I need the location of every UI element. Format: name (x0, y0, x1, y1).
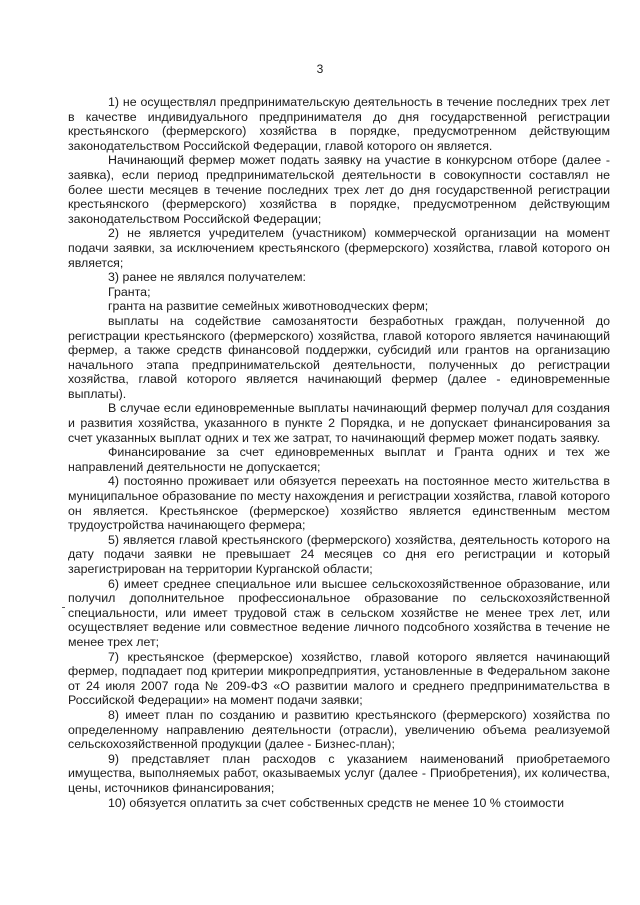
paragraph-item-4: 4) постоянно проживает или обязуется переехать на постоянное место жительства в муниципальное образование по месту нахождения и регистрации хозяйства, главой которого он является. Крестьянское (фермерское) хозяйство является единственным местом трудоустройства начинающего фермера; (68, 474, 610, 533)
paragraph-lump-sum-case: В случае если единовременные выплаты начинающий фермер получал для создания и развития хозяйства, указанного в пункте 2 Порядка, и не допускает финансирования за счет указанных выплат одних и тех же затрат, то начинающий фермер может подать заявку. (68, 401, 610, 445)
paragraph-item-7: 7) крестьянское (фермерское) хозяйство, главой которого является начинающий фермер, подпадает под критерии микропредприятия, установленные в Федеральном законе от 24 июля 2007 года № 209-ФЗ «О развитии малого и среднего предпринимательства в Российской Федерации» на момент подачи заявки; (68, 649, 610, 708)
paragraph-grant: Гранта; (108, 284, 151, 299)
paragraph-item-6: 6) имеет среднее специальное или высшее сельскохозяйственное образование, или получил дополнительное профессиональное образование по сельскохозяйственной специальности, или имеет трудовой стаж в сельском хозяйстве не менее трех лет, или осуществляет ведение или совместное ведение личного подсобного хозяйства в течение не менее трех лет; (68, 576, 610, 649)
paragraph-item-5: 5) является главой крестьянского (фермерского) хозяйства, деятельность которого на дату подачи заявки не превышает 24 месяцев со дня его регистрации и который зарегистрирован на территории Курганской области; (68, 532, 610, 576)
paragraph-financing-restriction: Финансирование за счет единовременных выплат и Гранта одних и тех же направлений деятельности не допускается; (68, 445, 610, 474)
paragraph-item-2: 2) не является учредителем (участником) коммерческой организации на момент подачи заявки, за исключением крестьянского (фермерского) хозяйства, главой которого он является; (68, 226, 610, 270)
paragraph-item-10: 10) обязуется оплатить за счет собственных средств не менее 10 % стоимости (108, 795, 565, 810)
paragraph-item-8: 8) имеет план по созданию и развитию крестьянского (фермерского) хозяйства по определенному направлению деятельности (отрасли), увеличению объема реализуемой сельскохозяйственной продукции (далее - Бизнес-план); (68, 707, 610, 752)
document-body (68, 95, 610, 810)
paragraph-beginning-farmer-note: Начинающий фермер может подать заявку на участие в конкурсном отборе (далее - заявка), если период предпринимательской деятельности в совокупности составлял не более шести месяцев в течение последних трех лет до дня государственной регистрации крестьянского (фермерского) хозяйства в порядке, предусмотренном действующим законодательством Российской Федерации; (68, 153, 610, 226)
paragraph-item-3: 3) ранее не являлся получателем: (108, 270, 306, 285)
page-number: 3 (316, 62, 324, 76)
paragraph-family-farm-grant: гранта на развитие семейных животноводческих ферм; (108, 299, 429, 314)
paragraph-item-9: 9) представляет план расходов с указанием наименований приобретаемого имущества, выполняемых работ, оказываемых услуг (далее - Приобретения), их количества, цены, источников финансирования; (68, 751, 610, 795)
paragraph-item-1: 1) не осуществлял предпринимательскую деятельность в течение последних трех лет в качестве индивидуального предпринимателя до дня государственной регистрации крестьянского (фермерского) хозяйства в порядке, предусмотренном действующим законодательством Российской Федерации, главой которого он является. (68, 95, 610, 153)
margin-mark (62, 607, 65, 608)
paragraph-self-employment-payments: выплаты на содействие самозанятости безработных граждан, полученной до регистрации крестьянского (фермерского) хозяйства, главой которого является начинающий фермер, а также средств финансовой поддержки, субсидий или грантов на организацию начального этапа предпринимательской деятельности, полученных до регистрации хозяйства, главой которого является начинающий фермер (далее - единовременные выплаты). (68, 313, 610, 401)
